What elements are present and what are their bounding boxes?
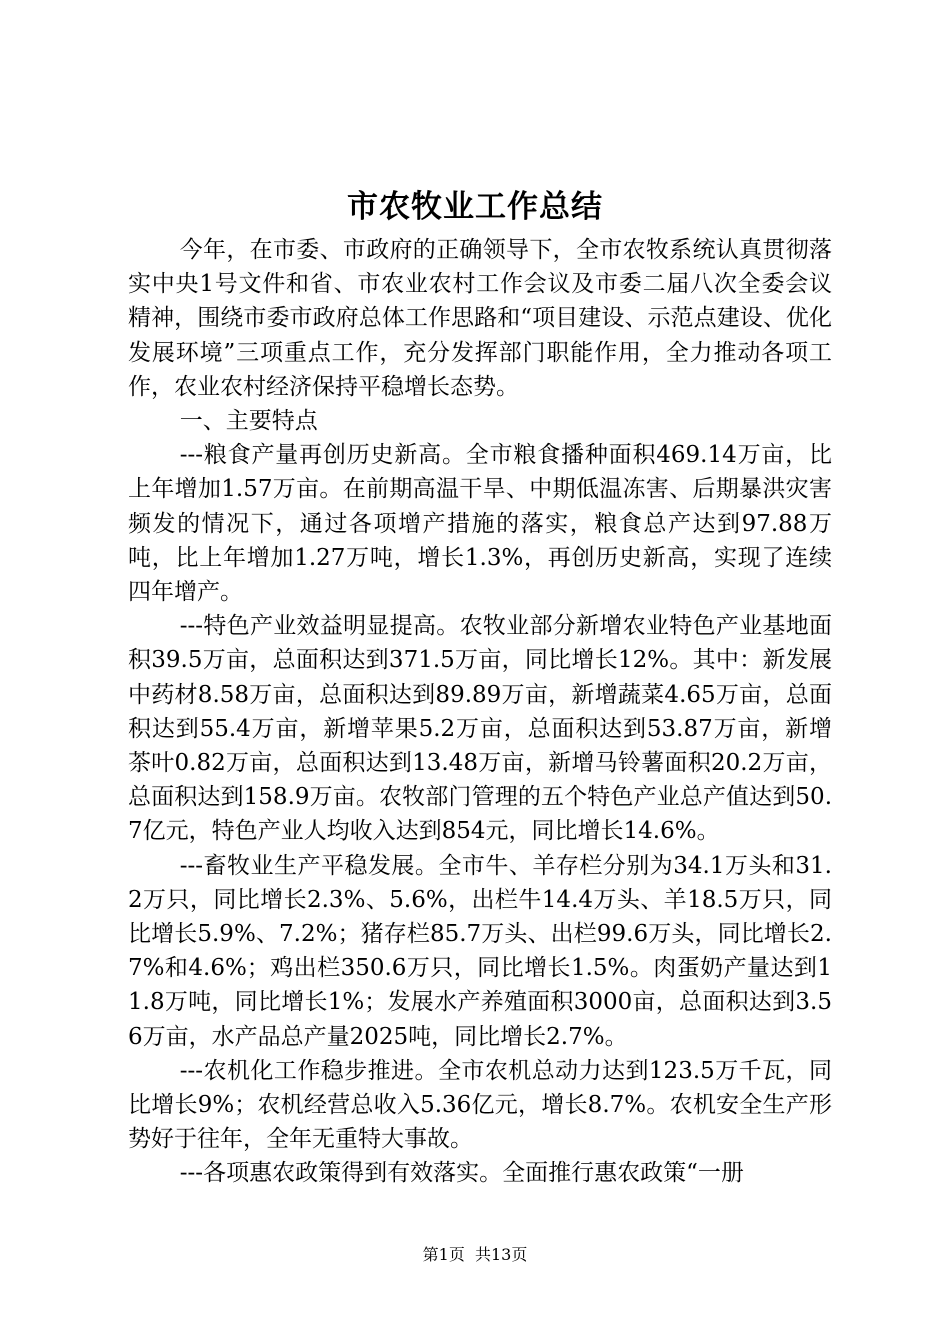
paragraph-grain: ---粮食产量再创历史新高。全市粮食播种面积469.14万亩，比上年增加1.57万亩。在前期高温干旱、中期低温冻害、后期暴洪灾害频发的情况下，通过各项增产措施的落实，粮食总产达到97.88万吨，比上年增加1.27万吨，增长1.3%，再创历史新高，实现了连续四年增产。 [128, 442, 832, 606]
page-number-footer: 第1页 共13页 [422, 1245, 528, 1264]
paragraph-mechanization: ---农机化工作稳步推进。全市农机总动力达到123.5万千瓦，同比增长9%；农机经营总收入5.36亿元，增长8.7%。农机安全生产形势好于往年，全年无重特大事故。 [128, 1057, 832, 1153]
paragraph-policy: ---各项惠农政策得到有效落实。全面推行惠农政策“一册 [179, 1160, 744, 1187]
paragraph-specialty-industry: ---特色产业效益明显提高。农牧业部分新增农业特色产业基地面积39.5万亩，总面积达到371.5万亩，同比增长12%。其中：新发展中药材8.58万亩，总面积达到89.89万亩，新增蔬菜4.65万亩，总面积达到55.4万亩，新增苹果5.2万亩，总面积达到53.87万亩，新增茶叶0.82万亩，总面积达到13.48万亩，新增马铃薯面积20.2万亩，总面积达到158.9万亩。农牧部门管理的五个特色产业总产值达到50.7亿元，特色产业人均收入达到854元，同比增长14.6%。 [128, 613, 832, 845]
document-body [128, 233, 832, 1191]
paragraph-intro: 今年，在市委、市政府的正确领导下，全市农牧系统认真贯彻落实中央1号文件和省、市农业农村工作会议及市委二届八次全委会议精神，围绕市委市政府总体工作思路和“项目建设、示范点建设、优化发展环境”三项重点工作，充分发挥部门职能作用，全力推动各项工作，农业农村经济保持平稳增长态势。 [128, 237, 832, 400]
paragraph-livestock: ---畜牧业生产平稳发展。全市牛、羊存栏分别为34.1万头和31.2万只，同比增长2.3%、5.6%，出栏牛14.4万头、羊18.5万只，同比增长5.9%、7.2%；猪存栏85.7万头、出栏99.6万头，同比增长2.7%和4.6%；鸡出栏350.6万只，同比增长1.5%。肉蛋奶产量达到11.8万吨，同比增长1%；发展水产养殖面积3000亩，总面积达到3.56万亩，水产品总产量2025吨，同比增长2.7%。 [128, 852, 832, 1050]
section-heading: 一、主要特点 [179, 408, 318, 435]
document-title: 市农牧业工作总结 [347, 189, 603, 225]
